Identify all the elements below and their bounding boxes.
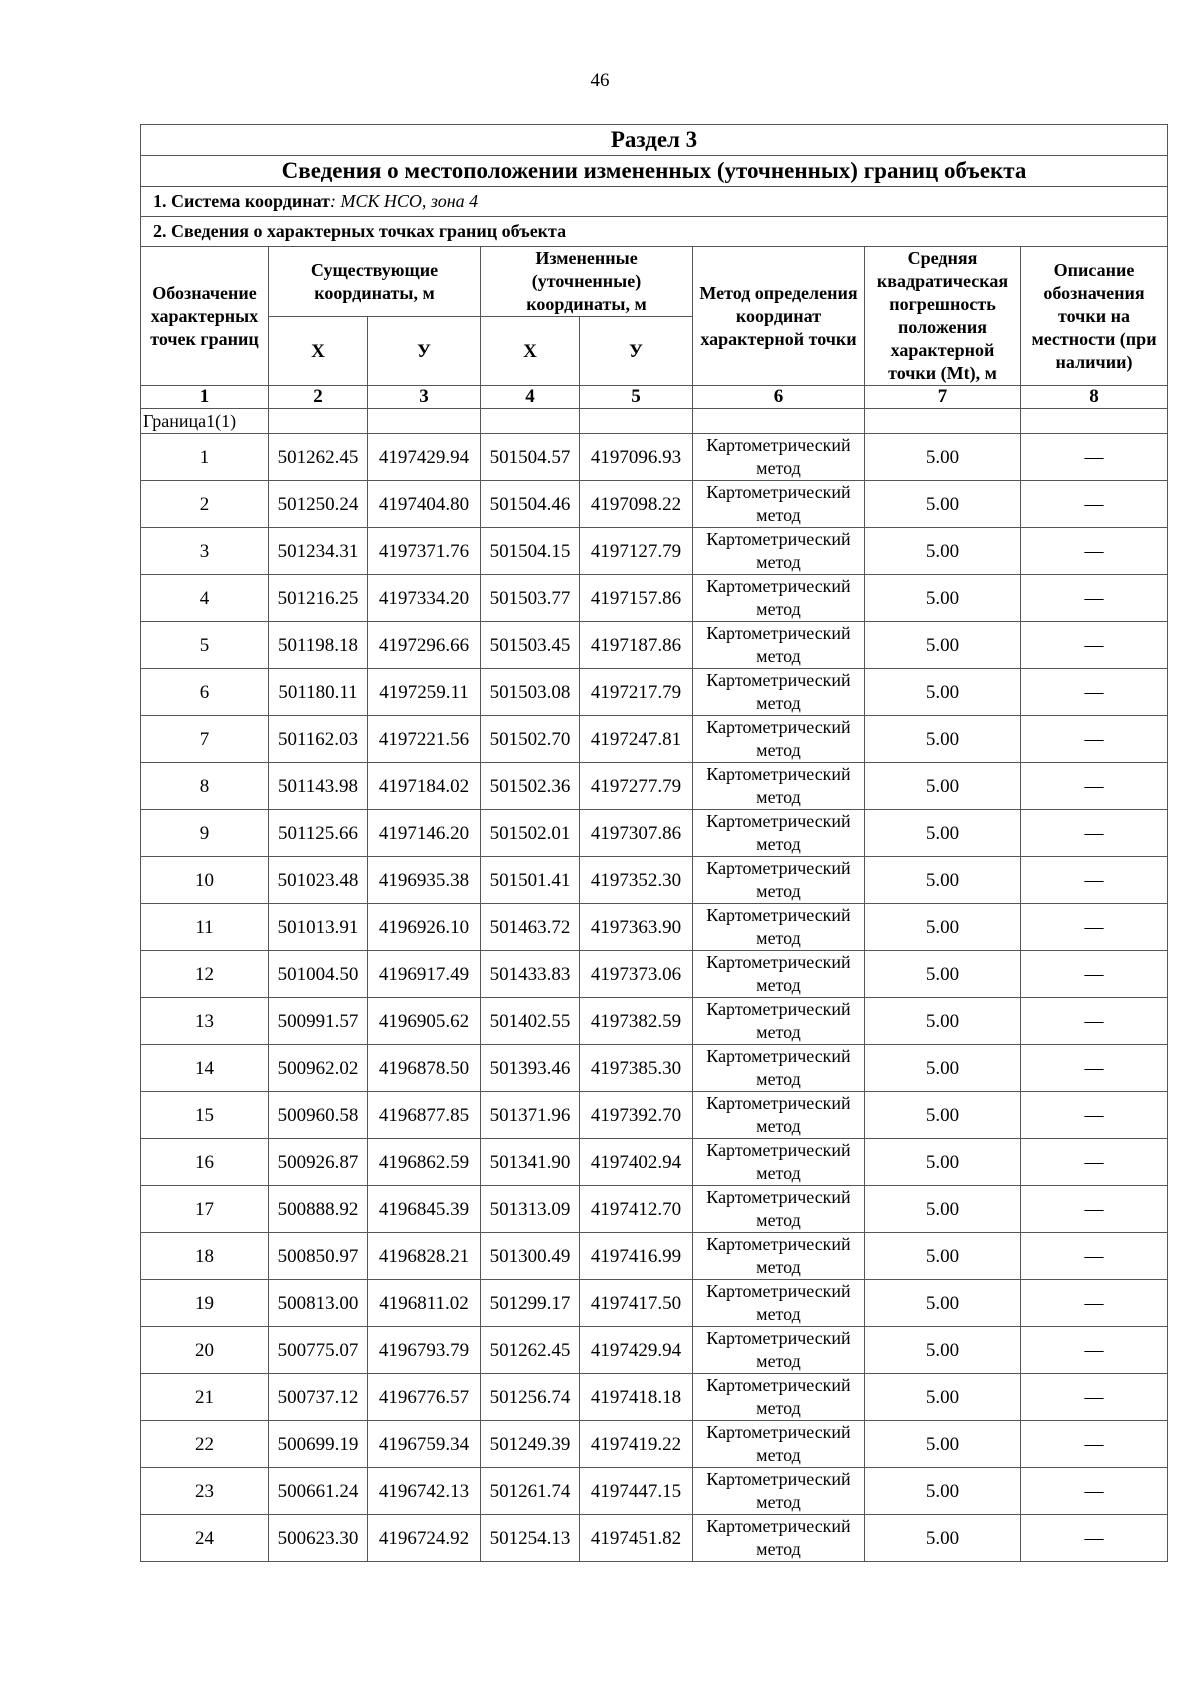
- column-number: 4: [481, 386, 580, 409]
- header-changed-coords: Измененные (уточненные) координаты, м: [481, 247, 693, 317]
- changed-x-value: 501402.55: [481, 998, 580, 1045]
- existing-x-value: 500661.24: [269, 1468, 368, 1515]
- error-value: 5.00: [865, 810, 1021, 857]
- existing-y-value: 4197429.94: [368, 434, 481, 481]
- table-row: [141, 669, 1168, 716]
- page-number: 46: [590, 70, 610, 91]
- changed-y-value: 4197363.90: [580, 904, 693, 951]
- changed-x-value: 501504.46: [481, 481, 580, 528]
- description-value: —: [1021, 1186, 1168, 1233]
- changed-y-value: 4197098.22: [580, 481, 693, 528]
- description-value: —: [1021, 1421, 1168, 1468]
- method-value: Картометрический метод: [693, 1139, 865, 1186]
- method-value: Картометрический метод: [693, 1468, 865, 1515]
- existing-x-value: 501143.98: [269, 763, 368, 810]
- existing-y-value: 4196828.21: [368, 1233, 481, 1280]
- existing-y-value: 4196742.13: [368, 1468, 481, 1515]
- error-value: 5.00: [865, 575, 1021, 622]
- existing-y-value: 4197146.20: [368, 810, 481, 857]
- changed-y-value: 4197451.82: [580, 1515, 693, 1562]
- existing-x-value: 501198.18: [269, 622, 368, 669]
- existing-y-value: 4197371.76: [368, 528, 481, 575]
- table-row: [141, 904, 1168, 951]
- method-value: Картометрический метод: [693, 1092, 865, 1139]
- changed-x-value: 501502.70: [481, 716, 580, 763]
- changed-x-value: 501502.01: [481, 810, 580, 857]
- method-value: Картометрический метод: [693, 575, 865, 622]
- description-value: —: [1021, 857, 1168, 904]
- error-value: 5.00: [865, 1327, 1021, 1374]
- existing-x-value: 500850.97: [269, 1233, 368, 1280]
- changed-y-value: 4197412.70: [580, 1186, 693, 1233]
- header-error: Средняя квадратическая погрешность положения характерной точки (Mt), м: [865, 247, 1021, 386]
- method-value: Картометрический метод: [693, 1515, 865, 1562]
- description-value: —: [1021, 575, 1168, 622]
- description-value: —: [1021, 998, 1168, 1045]
- existing-x-value: 500813.00: [269, 1280, 368, 1327]
- header-description: Описание обозначения точки на местности (при наличии): [1021, 247, 1168, 386]
- method-value: Картометрический метод: [693, 998, 865, 1045]
- existing-y-value: 4197404.80: [368, 481, 481, 528]
- changed-y-value: 4197307.86: [580, 810, 693, 857]
- changed-x-value: 501256.74: [481, 1374, 580, 1421]
- description-value: —: [1021, 716, 1168, 763]
- table-row: [141, 528, 1168, 575]
- point-number: 7: [141, 716, 269, 763]
- method-value: Картометрический метод: [693, 857, 865, 904]
- existing-y-value: 4197221.56: [368, 716, 481, 763]
- existing-x-value: 500926.87: [269, 1139, 368, 1186]
- existing-x-value: 500623.30: [269, 1515, 368, 1562]
- point-number: 4: [141, 575, 269, 622]
- error-value: 5.00: [865, 951, 1021, 998]
- section-subtitle: Сведения о местоположении измененных (уточненных) границ объекта: [141, 156, 1168, 187]
- table-row: [141, 1139, 1168, 1186]
- table-row: [141, 1092, 1168, 1139]
- existing-y-value: 4197296.66: [368, 622, 481, 669]
- description-value: —: [1021, 1139, 1168, 1186]
- changed-x-value: 501463.72: [481, 904, 580, 951]
- existing-y-value: 4196905.62: [368, 998, 481, 1045]
- boundary-points-table: [140, 124, 1168, 1562]
- table-row: [141, 434, 1168, 481]
- existing-x-value: 501180.11: [269, 669, 368, 716]
- point-number: 11: [141, 904, 269, 951]
- point-number: 5: [141, 622, 269, 669]
- description-value: —: [1021, 1374, 1168, 1421]
- changed-x-value: 501503.77: [481, 575, 580, 622]
- header-existing-coords: Существующие координаты, м: [269, 247, 481, 317]
- point-number: 18: [141, 1233, 269, 1280]
- error-value: 5.00: [865, 1421, 1021, 1468]
- point-number: 3: [141, 528, 269, 575]
- error-value: 5.00: [865, 1092, 1021, 1139]
- method-value: Картометрический метод: [693, 528, 865, 575]
- description-value: —: [1021, 951, 1168, 998]
- column-number: 6: [693, 386, 865, 409]
- existing-y-value: 4196759.34: [368, 1421, 481, 1468]
- existing-y-value: 4196878.50: [368, 1045, 481, 1092]
- changed-y-value: 4197247.81: [580, 716, 693, 763]
- existing-y-value: 4196776.57: [368, 1374, 481, 1421]
- point-number: 6: [141, 669, 269, 716]
- table-row: [141, 716, 1168, 763]
- changed-x-value: 501503.45: [481, 622, 580, 669]
- method-value: Картометрический метод: [693, 1186, 865, 1233]
- description-value: —: [1021, 1233, 1168, 1280]
- changed-x-value: 501262.45: [481, 1327, 580, 1374]
- points-heading: 2. Сведения о характерных точках границ объекта: [153, 221, 567, 241]
- point-number: 10: [141, 857, 269, 904]
- existing-x-value: 501023.48: [269, 857, 368, 904]
- point-number: 16: [141, 1139, 269, 1186]
- changed-x-value: 501393.46: [481, 1045, 580, 1092]
- point-number: 2: [141, 481, 269, 528]
- boundary-row: [141, 409, 1168, 434]
- changed-x-value: 501503.08: [481, 669, 580, 716]
- description-value: —: [1021, 481, 1168, 528]
- existing-y-value: 4197184.02: [368, 763, 481, 810]
- table-row: [141, 1280, 1168, 1327]
- error-value: 5.00: [865, 434, 1021, 481]
- existing-y-value: 4196926.10: [368, 904, 481, 951]
- existing-y-value: 4197259.11: [368, 669, 481, 716]
- coordinate-system-value: : МСК НСО, зона 4: [329, 191, 479, 211]
- header-existing-x: X: [269, 317, 368, 386]
- table-row: [141, 1468, 1168, 1515]
- method-value: Картометрический метод: [693, 951, 865, 998]
- changed-y-value: 4197373.06: [580, 951, 693, 998]
- point-number: 1: [141, 434, 269, 481]
- error-value: 5.00: [865, 528, 1021, 575]
- method-value: Картометрический метод: [693, 622, 865, 669]
- points-heading-row: [141, 217, 1168, 247]
- description-value: —: [1021, 810, 1168, 857]
- coordinate-system-label: 1. Система координат: [153, 191, 330, 211]
- error-value: 5.00: [865, 1374, 1021, 1421]
- existing-x-value: 501013.91: [269, 904, 368, 951]
- existing-y-value: 4196811.02: [368, 1280, 481, 1327]
- error-value: 5.00: [865, 481, 1021, 528]
- changed-y-value: 4197385.30: [580, 1045, 693, 1092]
- changed-x-value: 501300.49: [481, 1233, 580, 1280]
- error-value: 5.00: [865, 857, 1021, 904]
- changed-x-value: 501433.83: [481, 951, 580, 998]
- description-value: —: [1021, 1045, 1168, 1092]
- boundary-name: Граница1(1): [141, 409, 269, 434]
- changed-y-value: 4197418.18: [580, 1374, 693, 1421]
- header-changed-x: X: [481, 317, 580, 386]
- description-value: —: [1021, 622, 1168, 669]
- error-value: 5.00: [865, 904, 1021, 951]
- header-existing-y: У: [368, 317, 481, 386]
- table-row: [141, 1186, 1168, 1233]
- description-value: —: [1021, 904, 1168, 951]
- description-value: —: [1021, 1327, 1168, 1374]
- section-title: Раздел 3: [141, 125, 1168, 156]
- changed-y-value: 4197392.70: [580, 1092, 693, 1139]
- method-value: Картометрический метод: [693, 1280, 865, 1327]
- description-value: —: [1021, 1468, 1168, 1515]
- existing-x-value: 501125.66: [269, 810, 368, 857]
- changed-y-value: 4197352.30: [580, 857, 693, 904]
- error-value: 5.00: [865, 1280, 1021, 1327]
- changed-x-value: 501504.15: [481, 528, 580, 575]
- changed-x-value: 501502.36: [481, 763, 580, 810]
- description-value: —: [1021, 669, 1168, 716]
- changed-y-value: 4197217.79: [580, 669, 693, 716]
- method-value: Картометрический метод: [693, 669, 865, 716]
- changed-x-value: 501371.96: [481, 1092, 580, 1139]
- table-row: [141, 763, 1168, 810]
- error-value: 5.00: [865, 763, 1021, 810]
- error-value: 5.00: [865, 1045, 1021, 1092]
- existing-x-value: 500888.92: [269, 1186, 368, 1233]
- table-row: [141, 1374, 1168, 1421]
- existing-x-value: 500737.12: [269, 1374, 368, 1421]
- existing-y-value: 4196862.59: [368, 1139, 481, 1186]
- table-row: [141, 1421, 1168, 1468]
- point-number: 9: [141, 810, 269, 857]
- table-row: [141, 1233, 1168, 1280]
- point-number: 8: [141, 763, 269, 810]
- error-value: 5.00: [865, 716, 1021, 763]
- table-row: [141, 622, 1168, 669]
- point-number: 17: [141, 1186, 269, 1233]
- existing-x-value: 500775.07: [269, 1327, 368, 1374]
- point-number: 21: [141, 1374, 269, 1421]
- table-row: [141, 1045, 1168, 1092]
- description-value: —: [1021, 1515, 1168, 1562]
- method-value: Картометрический метод: [693, 1233, 865, 1280]
- changed-y-value: 4197382.59: [580, 998, 693, 1045]
- method-value: Картометрический метод: [693, 763, 865, 810]
- column-number: 1: [141, 386, 269, 409]
- changed-x-value: 501261.74: [481, 1468, 580, 1515]
- error-value: 5.00: [865, 622, 1021, 669]
- changed-y-value: 4197277.79: [580, 763, 693, 810]
- existing-x-value: 500960.58: [269, 1092, 368, 1139]
- point-number: 14: [141, 1045, 269, 1092]
- coordinate-system-row: [141, 187, 1168, 217]
- existing-y-value: 4196724.92: [368, 1515, 481, 1562]
- existing-x-value: 501004.50: [269, 951, 368, 998]
- table-row: [141, 951, 1168, 998]
- method-value: Картометрический метод: [693, 481, 865, 528]
- description-value: —: [1021, 528, 1168, 575]
- existing-x-value: 500699.19: [269, 1421, 368, 1468]
- existing-x-value: 501162.03: [269, 716, 368, 763]
- changed-y-value: 4197096.93: [580, 434, 693, 481]
- changed-y-value: 4197402.94: [580, 1139, 693, 1186]
- header-changed-y: У: [580, 317, 693, 386]
- point-number: 15: [141, 1092, 269, 1139]
- method-value: Картометрический метод: [693, 434, 865, 481]
- table-row: [141, 481, 1168, 528]
- method-value: Картометрический метод: [693, 716, 865, 763]
- table-row: [141, 998, 1168, 1045]
- existing-x-value: 501250.24: [269, 481, 368, 528]
- table-row: [141, 1327, 1168, 1374]
- point-number: 23: [141, 1468, 269, 1515]
- point-number: 22: [141, 1421, 269, 1468]
- description-value: —: [1021, 1092, 1168, 1139]
- point-number: 13: [141, 998, 269, 1045]
- method-value: Картометрический метод: [693, 1327, 865, 1374]
- header-method: Метод определения координат характерной точки: [693, 247, 865, 386]
- column-number: 3: [368, 386, 481, 409]
- existing-y-value: 4196877.85: [368, 1092, 481, 1139]
- column-number: 8: [1021, 386, 1168, 409]
- existing-x-value: 500991.57: [269, 998, 368, 1045]
- existing-x-value: 500962.02: [269, 1045, 368, 1092]
- changed-x-value: 501254.13: [481, 1515, 580, 1562]
- error-value: 5.00: [865, 1186, 1021, 1233]
- point-number: 12: [141, 951, 269, 998]
- description-value: —: [1021, 434, 1168, 481]
- existing-x-value: 501262.45: [269, 434, 368, 481]
- changed-y-value: 4197417.50: [580, 1280, 693, 1327]
- changed-y-value: 4197447.15: [580, 1468, 693, 1515]
- column-number: 2: [269, 386, 368, 409]
- changed-y-value: 4197419.22: [580, 1421, 693, 1468]
- method-value: Картометрический метод: [693, 1045, 865, 1092]
- column-numbers-row: [141, 386, 1168, 409]
- existing-y-value: 4197334.20: [368, 575, 481, 622]
- point-number: 24: [141, 1515, 269, 1562]
- description-value: —: [1021, 1280, 1168, 1327]
- changed-x-value: 501313.09: [481, 1186, 580, 1233]
- error-value: 5.00: [865, 1233, 1021, 1280]
- method-value: Картометрический метод: [693, 1374, 865, 1421]
- existing-y-value: 4196793.79: [368, 1327, 481, 1374]
- changed-y-value: 4197416.99: [580, 1233, 693, 1280]
- changed-y-value: 4197157.86: [580, 575, 693, 622]
- changed-y-value: 4197127.79: [580, 528, 693, 575]
- changed-x-value: 501249.39: [481, 1421, 580, 1468]
- changed-x-value: 501504.57: [481, 434, 580, 481]
- table-row: [141, 857, 1168, 904]
- point-number: 20: [141, 1327, 269, 1374]
- changed-x-value: 501341.90: [481, 1139, 580, 1186]
- changed-y-value: 4197429.94: [580, 1327, 693, 1374]
- column-number: 5: [580, 386, 693, 409]
- header-designation: Обозначение характерных точек границ: [141, 247, 269, 386]
- method-value: Картометрический метод: [693, 810, 865, 857]
- table-row: [141, 575, 1168, 622]
- method-value: Картометрический метод: [693, 904, 865, 951]
- error-value: 5.00: [865, 1515, 1021, 1562]
- existing-y-value: 4196935.38: [368, 857, 481, 904]
- existing-x-value: 501234.31: [269, 528, 368, 575]
- method-value: Картометрический метод: [693, 1421, 865, 1468]
- changed-y-value: 4197187.86: [580, 622, 693, 669]
- error-value: 5.00: [865, 1139, 1021, 1186]
- existing-y-value: 4196845.39: [368, 1186, 481, 1233]
- existing-y-value: 4196917.49: [368, 951, 481, 998]
- table-row: [141, 810, 1168, 857]
- description-value: —: [1021, 763, 1168, 810]
- changed-x-value: 501501.41: [481, 857, 580, 904]
- error-value: 5.00: [865, 669, 1021, 716]
- existing-x-value: 501216.25: [269, 575, 368, 622]
- changed-x-value: 501299.17: [481, 1280, 580, 1327]
- column-number: 7: [865, 386, 1021, 409]
- error-value: 5.00: [865, 998, 1021, 1045]
- table-row: [141, 1515, 1168, 1562]
- point-number: 19: [141, 1280, 269, 1327]
- error-value: 5.00: [865, 1468, 1021, 1515]
